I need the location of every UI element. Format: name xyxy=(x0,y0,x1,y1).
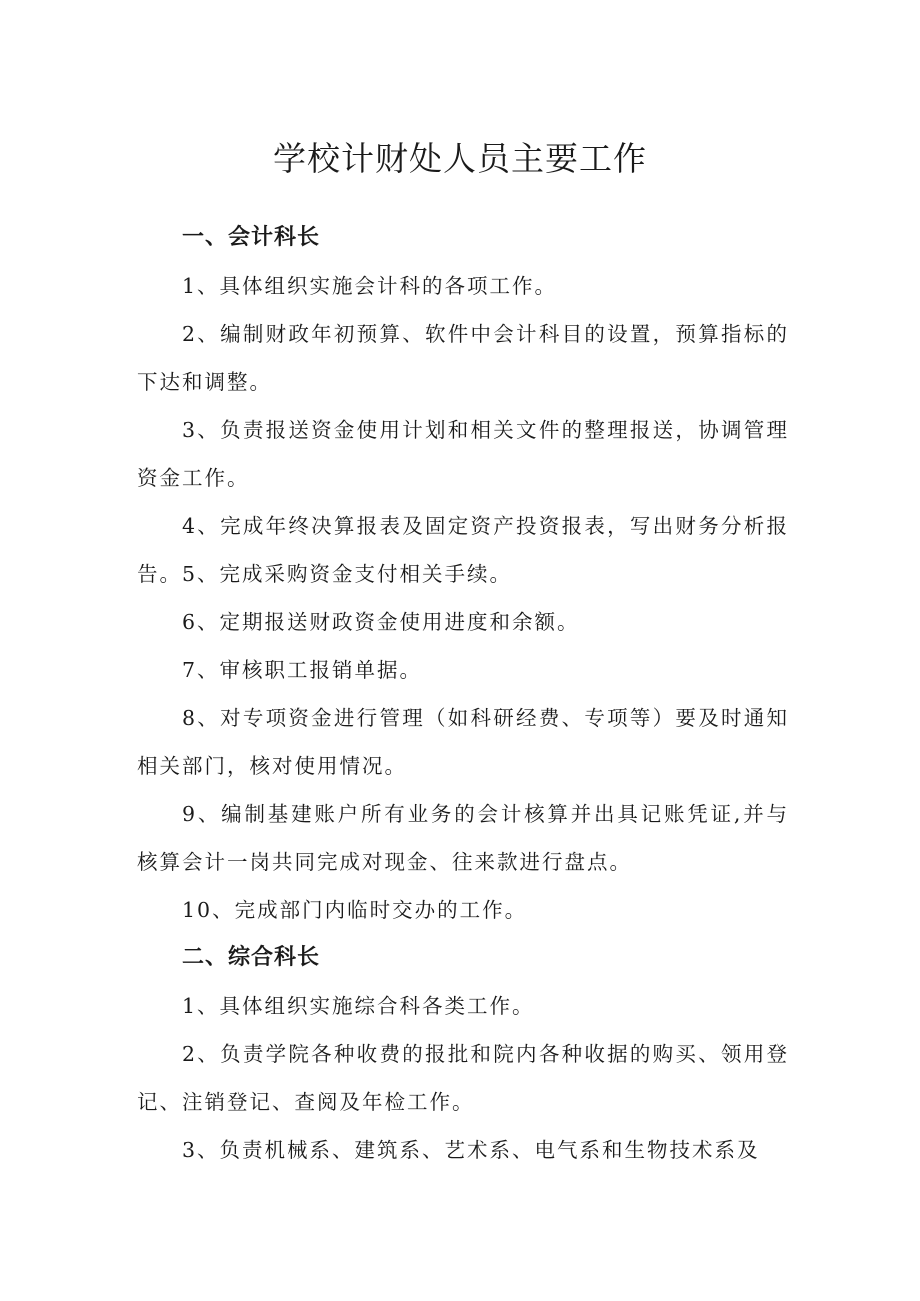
document-title: 学校计财处人员主要工作 xyxy=(273,139,647,178)
section-heading-accounting: 一、会计科长 xyxy=(182,225,321,250)
document-body xyxy=(137,214,789,1174)
list-item: 4、完成年终决算报表及固定资产投资报表，写出财务分析报告。5、完成采购资金支付相关手续。 xyxy=(137,514,789,586)
list-item: 8、对专项资金进行管理（如科研经费、专项等）要及时通知相关部门，核对使用情况。 xyxy=(137,706,789,778)
list-item: 1、具体组织实施会计科的各项工作。 xyxy=(182,274,558,298)
list-item: 2、编制财政年初预算、软件中会计科目的设置，预算指标的下达和调整。 xyxy=(137,322,789,394)
list-item: 3、负责机械系、建筑系、艺术系、电气系和生物技术系及 xyxy=(182,1138,760,1162)
list-item: 7、审核职工报销单据。 xyxy=(182,658,423,682)
section-heading-general: 二、综合科长 xyxy=(182,945,321,970)
list-item: 1、具体组织实施综合科各类工作。 xyxy=(182,994,535,1018)
list-item: 10、完成部门内临时交办的工作。 xyxy=(182,898,528,922)
list-item: 9、编制基建账户所有业务的会计核算并出具记账凭证,并与核算会计一岗共同完成对现金、往来款进行盘点。 xyxy=(137,802,789,874)
list-item: 3、负责报送资金使用计划和相关文件的整理报送，协调管理资金工作。 xyxy=(137,418,789,490)
list-item: 2、负责学院各种收费的报批和院内各种收据的购买、领用登记、注销登记、查阅及年检工作。 xyxy=(137,1042,789,1114)
list-item: 6、定期报送财政资金使用进度和余额。 xyxy=(182,610,580,634)
